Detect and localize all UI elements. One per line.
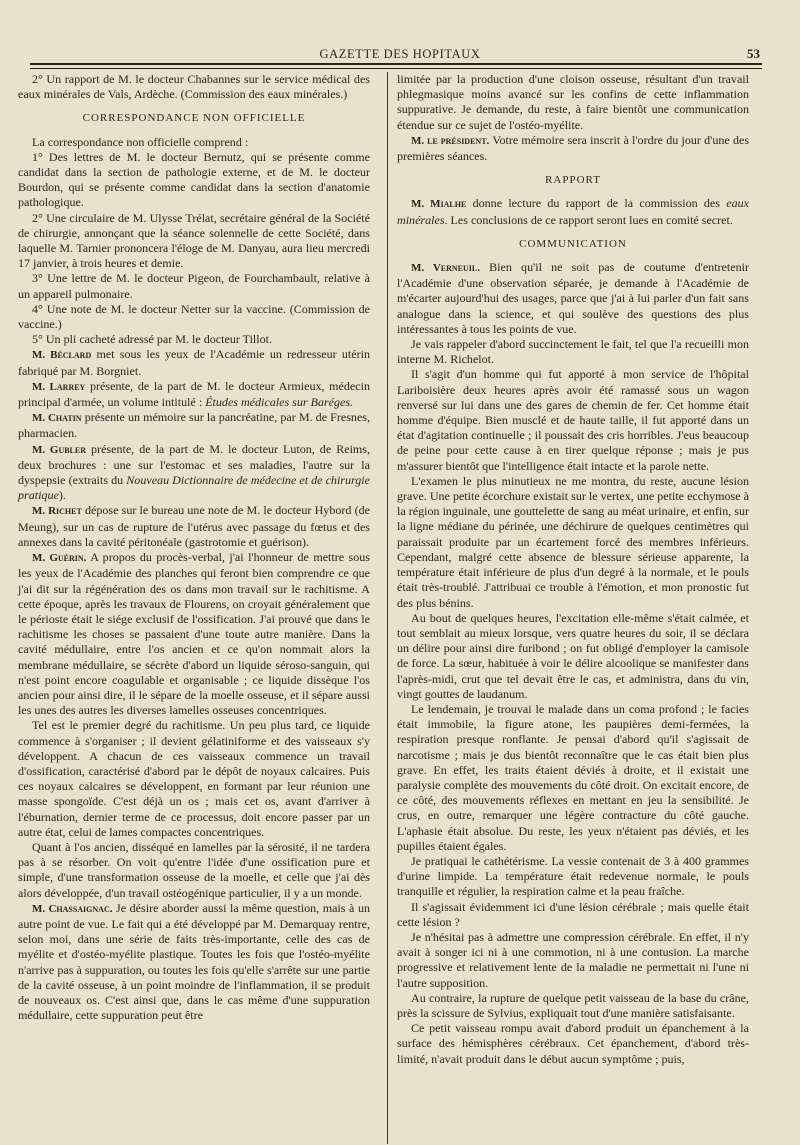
paragraph: 1° Des lettres de M. le docteur Bernutz, qui se présente comme candidat dans la section de pathologie externe, et de M. le docteur Bourdon, qui se présente comme candidat dans la section d'anatomie pathologique.	[18, 149, 370, 210]
speech-text: présente, de la part de M. le docteur Armieux, médecin principal d'armée, un volume intitulé :	[18, 378, 370, 410]
paragraph: Tel est le premier degré du rachitisme. Un peu plus tard, ce liquide commence à s'organiser ; il devient gélatiniforme et des vaisseaux s'y développent. A chacun de ces vaisseaux commence un travail d'ossification, caractérisé d'abord par le dépôt de noyaux calcaires. Puis ces noyaux calcaires se développent, en formant par leur réunion une masse spongoïde. C'est déjà un os ; mais cet os, avant d'arriver à l'éburnation, dernier terme de ce processus, doit encore passer par un autre état, celui de lames compactes concentriques.	[18, 718, 370, 839]
speech-text: met sous les yeux de l'Académie un redresseur utérin fabriqué par M. Borgniet.	[18, 347, 370, 378]
paragraph: Je pratiquai le cathétérisme. La vessie contenait de 3 à 400 grammes d'urine limpide. La température était redevenue normale, le pouls tranquille et régulier, la respiration calme et la peau fraîche.	[397, 853, 749, 899]
paragraph: 2° Un rapport de M. le docteur Chabannes sur le service médical des eaux minérales de Vals, Ardèche. (Commission des eaux minérales.)	[18, 72, 370, 102]
section-heading-communication: COMMUNICATION	[519, 237, 627, 250]
paragraph	[18, 410, 370, 441]
page-number: 53	[747, 46, 760, 61]
paragraph: 3° Une lettre de M. le docteur Pigeon, de Fourchambault, relative à un appareil pulmonaire.	[18, 271, 370, 301]
speaker-name: M. Verneuil.	[411, 262, 480, 275]
italic-term: eaux minérales	[397, 196, 749, 227]
paragraph: Je vais rappeler d'abord succinctement le fait, tel que l'a recueilli mon interne M. Richelot.	[397, 337, 749, 367]
speaker-name: M. Chassaignac.	[32, 902, 113, 915]
column-divider	[387, 72, 388, 1144]
paragraph: Il s'agit d'un homme qui fut apporté à mon service de l'hôpital Lariboisière deux heures après avoir été ramassé sous un wagon renversé sur lui dans une des gares de chemin de fer. Cet homme était homme d'équipe. Bien musclé et de haute taille, il fut apporté dans un état d'agitation continuelle ; il poussait des cris horribles. J'eus beaucoup de peine pour cette cause à en tirer quelque réponse ; mais je pus m'assurer bientôt que l'intelligence était intacte et la parole nette.	[397, 367, 749, 473]
paragraph	[18, 379, 370, 410]
speaker-name: M. Richet	[32, 505, 82, 518]
paragraph	[18, 442, 370, 504]
speech-text: présente un mémoire sur la pancréatine, par M. de Fresnes, pharmacien.	[18, 410, 370, 441]
paragraph: 4° Une note de M. le docteur Netter sur la vaccine. (Commission de vaccine.)	[18, 301, 370, 332]
speech-text: ).	[58, 488, 66, 503]
header-rule-thin	[30, 68, 762, 69]
speaker-name: M. Béclard	[32, 349, 92, 362]
speech-text: A propos du procès-verbal, j'ai l'honneur de mettre sous les yeux de l'Académie des planches qui feront bien comprendre ce que j'ai dit sur la régénération des os dans mon travail sur le rachitisme. A cette époque, après les travaux de Flourens, on croyait généralement que le périoste était le siége exclusif de l'ossification. J'ai prouvé que dans le rachitisme les choses se passaient d'une toute autre manière. Dans la cavité médullaire, entre l'os ancien et ce qu'on nommait alors la membrane médullaire, se sécrète d'abord un liquide séroso-sanguin, qui n'est point encore coagulable et organisable ; ce liquide dissèque l'os ancien pour ainsi dire, il le sépare de la moelle osseuse, et il sépare aussi les unes des autres les diverses lamelles osseuses concentriques.	[18, 550, 370, 718]
paragraph	[397, 260, 749, 337]
paragraph	[18, 347, 370, 378]
speech-text: présente, de la part de M. le docteur Luton, de Reims, deux brochures : une sur l'estomac et ses maladies, l'autre sur la dyspepsie (extraits du	[18, 441, 370, 488]
speaker-name: M. le président.	[411, 134, 490, 147]
section-heading-rapport: RAPPORT	[545, 174, 601, 187]
book-title: Nouveau Dictionnaire de médecine et de chirurgie pratique	[18, 473, 370, 503]
book-title: Études médicales sur Baréges.	[205, 395, 354, 410]
paragraph: 5° Un pli cacheté adressé par M. le docteur Tillot.	[32, 332, 273, 347]
running-title: GAZETTE DES HOPITAUX	[319, 47, 481, 61]
speech-text: Votre mémoire sera inscrit à l'ordre du jour d'une des premières séances.	[397, 132, 750, 164]
paragraph	[18, 901, 370, 1024]
paragraph: Le lendemain, je trouvai le malade dans un coma profond ; le facies était immobile, la figure atone, les paupières demi-fermées, la respiration presque ronflante. Je pensai d'abord qu'il s'agissait de narcotisme ; mais je dus bientôt reconnaître que le cas était bien plus grave. En effet, les traits étaient déviés à droite, et il existait une paralysie complète des mouvements du côté droit. On excitait encore, de ce côté, des mouvements réflexes en mettant en jeu la sensibilité. Je crus, en outre, remarquer une légère contracture du côté gauche. L'aphasie était absolue. Du reste, les yeux n'étaient pas déviés, et les pupilles étaient égales.	[397, 701, 749, 853]
paragraph: Quant à l'os ancien, disséqué en lamelles par la sérosité, il ne tardera pas à se résorber. On voit qu'entre l'idée d'une ossification pure et simple, d'une transformation osseuse de la moelle, et celle que j'ai dès alors développée, d'un travail ostéogénique particulier, il y a un monde.	[18, 839, 370, 900]
paragraph: Ce petit vaisseau rompu avait d'abord produit un épanchement à la surface des hémisphères cérébraux. Cet épanchement, d'abord très-limité, n'avait produit dans le début aucun symptôme ; puis,	[397, 1021, 749, 1066]
speaker-name: M. Chatin	[32, 412, 82, 425]
speech-text: donne lecture du rapport de la commission des	[466, 196, 727, 211]
paragraph: L'examen le plus minutieux ne me montra, du reste, aucune lésion grave. Une petite écorchure existait sur le vertex, une petite ecchymose à la région inguinale, une gouttelette de sang au méat urinaire, et enfin, sur la ligne médiane du périnée, une déchirure de quelques centimètres qui paraissait produite par un écartement forcé des membres inférieurs. Cependant, malgré cette absence de blessure sérieuse apparente, la température était inférieure de plus d'un degré à la normale, et le pouls était très-troublé. J'attribuai ce trouble à l'émotion, et mon pronostic fut des plus bénins.	[397, 473, 749, 610]
paragraph: 2° Une circulaire de M. Ulysse Trélat, secrétaire général de la Société de chirurgie, annonçant que la séance solennelle de cette Société, dans laquelle M. Tarnier prononcera l'éloge de M. Danyau, aura lieu mercredi 17 janvier, à trois heures et demie.	[18, 210, 370, 271]
speaker-name: M. Larrey	[32, 380, 86, 393]
speaker-name: M. Gubler	[32, 443, 87, 456]
speaker-name: M. Mialhe	[411, 198, 467, 211]
paragraph	[18, 503, 370, 550]
paragraph: limitée par la production d'une cloison osseuse, résultant d'un travail phlegmasique moins avancé sur les confins de cette inflammation suppurative. Je demande, du reste, à faire bientôt une communication étendue sur ce sujet de l'ostéo-myélite.	[397, 72, 749, 132]
paragraph	[397, 133, 749, 164]
speech-text: Bien qu'il ne soit pas de coutume d'entretenir l'Académie d'une observation séparée, je demande à l'Académie de m'écarter aujourd'hui des usages, parce que j'ai à lui parler d'un fait sans analogue dans la science, et qui soulève des questions des plus intéressantes à tous les points de vue.	[397, 260, 749, 336]
paragraph: La correspondance non officielle comprend :	[32, 134, 249, 149]
paragraph: Au contraire, la rupture de quelque petit vaisseau de la base du crâne, près la scissure de Sylvius, expliquait tout d'une manière satisfaisante.	[397, 990, 749, 1020]
right-column	[397, 72, 749, 1067]
paragraph	[18, 550, 370, 718]
speech-text: . Les conclusions de ce rapport seront lues en comité secret.	[444, 212, 733, 227]
section-heading-correspondance: CORRESPONDANCE NON OFFICIELLE	[82, 112, 306, 125]
left-column	[18, 72, 370, 1023]
paragraph: Je n'hésitai pas à admettre une compression cérébrale. En effet, il n'y avait à songer ici ni à une commotion, ni à une contusion. La marche progressive et relativement lente de la maladie ne permettait ni l'une ni l'autre supposition.	[397, 929, 749, 990]
paragraph: Il s'agissait évidemment ici d'une lésion cérébrale ; mais quelle était cette lésion ?	[397, 899, 749, 929]
speech-text: Je désire aborder aussi la même question, mais à un autre point de vue. Le fait qui a été développé par M. Demarquay rentre, selon moi, dans une série de faits très-importante, celle des cas de myélite et d'ostéo-myélite plastique. Toutes les fois que l'ostéo-myélite n'arrive pas à suppuration, ou toutes les fois qu'elle s'arrête sur une partie de la cavité osseuse, à un point moindre de l'inflammation, il se produit de nouveaux os. C'est ainsi que, dans le cas même d'une suppuration médullaire, cette suppuration peut être	[18, 900, 370, 1023]
header-rule-thick	[30, 63, 762, 65]
speaker-name: M. Guérin.	[32, 552, 87, 565]
speech-text: dépose sur le bureau une note de M. le docteur Hybord (de Meung), sur un cas de rupture de l'utérus avec passage du fœtus et des annexes dans la cavité péritonéale (gastrotomie et guérison).	[18, 503, 370, 549]
paragraph: Au bout de quelques heures, l'excitation elle-même s'était calmée, et tout semblait au mieux lorsque, vers quatre heures du soir, il se déclara un délire pour ainsi dire furibond ; on fut obligé d'employer la camisole de force. La sœur, habituée à voir le délire alcoolique se manifester dans l'après-midi, crut que tel devait être le cas, et administra, dans du vin, vingt gouttes de laudanum.	[397, 610, 749, 701]
paragraph	[397, 196, 749, 227]
